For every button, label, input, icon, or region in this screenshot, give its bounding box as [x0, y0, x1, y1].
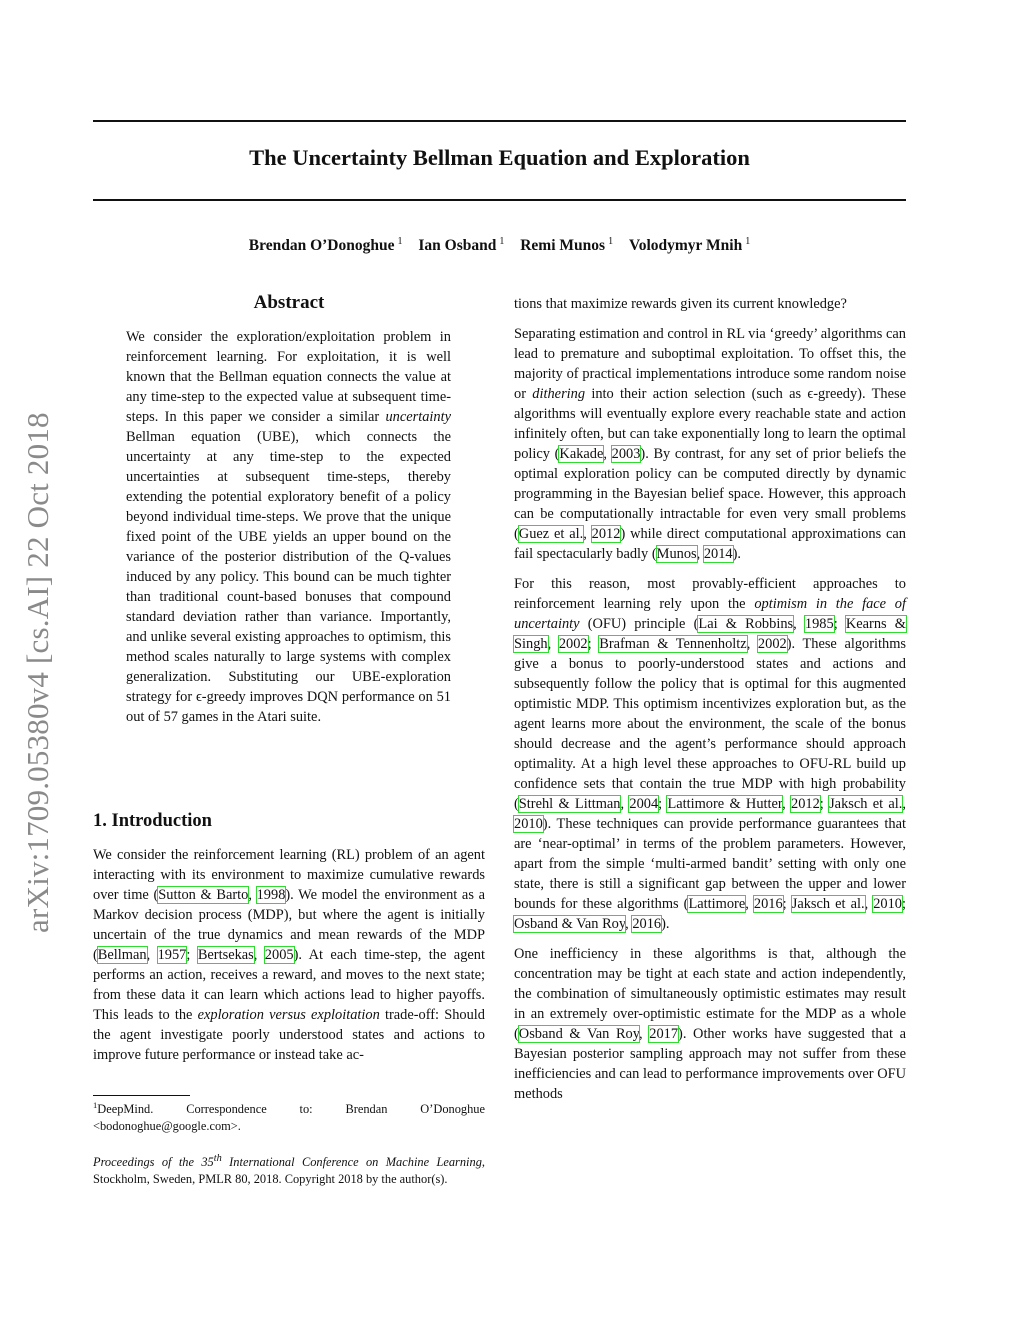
abstract-text: We consider the exploration/exploitation problem in reinforcement learning. For exploitation, it is well known that the Bellman equation connects the value at any time-step to the expected value at subsequent time-steps. In this paper we consider a similar uncertainty Bellman equation (UBE), which connects the uncertainty at any time-step to the expected uncertainties at subsequent time-steps, thereby extending the potential exploratory benefit of a policy beyond individual time-steps. We prove that the unique fixed point of the UBE yields an upper bound on the variance of the posterior distribution of the Q-values induced by any policy. This bound can be much tighter than traditional count-based bonuses that compound standard deviation rather than variance. Importantly, and unlike several existing approaches to optimism, this method scales naturally to large systems with complex generalization. Substituting our UBE-exploration strategy for ϵ-greedy improves DQN performance on 51 out of 57 games in the Atari suite.	[126, 329, 451, 725]
citation-link[interactable]: 2005	[264, 947, 294, 963]
citation-link[interactable]: 1998	[256, 887, 286, 903]
paragraph: Separating estimation and control in RL via ‘greedy’ algorithms can lead to premature and suboptimal exploitation. To offset this, the majority of practical implementations introduce some random noise or dithering into their action selection (such as ϵ-greedy). These algorithms will eventually explore every reachable state and action infinitely often, but can take exponentially long to learn the optimal policy (Kakade, 2003). By contrast, for any set of prior beliefs the optimal exploration policy can be computed directly by dynamic programming in the Bayesian belief space. However, this approach can be computationally intractable for even very small problems (Guez et al., 2012) while direct computational approximations can fail spectacularly badly (Munos, 2014).	[514, 326, 906, 562]
citation-link[interactable]: Sutton & Barto	[158, 887, 249, 903]
citation-link[interactable]: 2010	[514, 816, 543, 832]
citation-link[interactable]: 1957	[157, 947, 187, 963]
citation-link[interactable]: Lattimore	[688, 896, 746, 912]
citation-link[interactable]: Jaksch et al.	[791, 896, 865, 912]
paper-title: The Uncertainty Bellman Equation and Exploration	[249, 145, 750, 170]
affiliation-footnote: $^1$DeepMind. Correspondence to: Brendan O’Donoghue <bodonoghue@google.com>.	[93, 1100, 485, 1133]
section-heading-introduction: 1. Introduction	[93, 811, 212, 831]
citation-link[interactable]: Osband & Van Roy	[514, 916, 626, 932]
citation-link[interactable]: Osband & Van Roy	[518, 1026, 640, 1042]
proceedings-note: Proceedings of the 35th International Conference on Machine Learning, Stockholm, Sweden, PMLR 80, 2018. Copyright 2018 by the author(s).	[93, 1153, 485, 1187]
citation-link[interactable]: Strehl & Littman	[518, 796, 621, 812]
paragraph: tions that maximize rewards given its current knowledge?	[514, 296, 847, 312]
introduction-paragraph: We consider the reinforcement learning (RL) problem of an agent interacting with its environment to maximize cumulative rewards over time (Sutton & Barto, 1998). We model the environment as a Markov decision process (MDP), but where the agent is initially uncertain of the true dynamics and mean rewards of the MDP (Bellman, 1957; Bertsekas, 2005). At each time-step, the agent performs an action, receives a reward, and moves to the next state; from these data it can learn which actions lead to higher payoffs. This leads to the exploration versus exploitation trade-off: Should the agent investigate poorly understood states and actions to improve future performance or instead take ac-	[93, 847, 485, 1063]
citation-link[interactable]: Guez et al.	[518, 526, 584, 542]
citation-link[interactable]: Munos	[656, 546, 697, 562]
citation-link[interactable]: 2010	[873, 896, 902, 912]
author: Volodymyr Mnih $^1$	[628, 236, 751, 254]
citation-link[interactable]: 2012	[591, 526, 621, 542]
paragraph: For this reason, most provably-efficient approaches to reinforcement learning rely upon the optimism in the face of uncertainty (OFU) principle (Lai & Robbins, 1985; Kearns & Singh, 2002; Brafman & Tennenholtz, 2002). These algorithms give a bonus to poorly-understood states and actions and subsequently follow the policy that is optimal for this augmented optimistic MDP. This optimism incentivizes exploration but, as the agent learns more about the environment, the scale of the bonus should decrease and the agent’s performance should approach optimality. At a high level these approaches to OFU-RL build up confidence sets that contain the true MDP with high probability (Strehl & Littman, 2004; Lattimore & Hutter, 2012; Jaksch et al., 2010). These techniques can provide performance guarantees that are ‘near-optimal’ in terms of the problem parameters. However, apart from the simple ‘multi-armed bandit’ setting with only one state, there is still a significant gap between the upper and lower bounds for these algorithms (Lattimore, 2016; Jaksch et al., 2010; Osband & Van Roy, 2016).	[514, 576, 907, 932]
citation-link[interactable]: 2016	[632, 916, 662, 932]
citation-link[interactable]: 2003	[611, 446, 641, 462]
title-bottom-rule	[93, 199, 906, 201]
citation-link[interactable]: Bertsekas	[197, 947, 254, 963]
abstract-heading: Abstract	[253, 292, 325, 313]
citation-link[interactable]: Lattimore & Hutter	[667, 796, 783, 812]
citation-link[interactable]: Bellman	[97, 947, 147, 963]
citation-link[interactable]: 1985	[804, 616, 834, 632]
arxiv-identifier: arXiv:1709.05380v4 [cs.AI] 22 Oct 2018	[20, 412, 55, 933]
citation-link[interactable]: Lai & Robbins	[698, 616, 794, 632]
right-column	[514, 294, 906, 1114]
author: Brendan O’Donoghue $^1$	[248, 236, 403, 254]
title-top-rule	[93, 120, 906, 122]
footnote-rule	[93, 1095, 190, 1096]
citation-link[interactable]: 2012	[791, 796, 820, 812]
author: Remi Munos $^1$	[520, 236, 614, 254]
paragraph: One inefficiency in these algorithms is that, although the concentration may be tight at each state and action independently, the combination of simultaneously optimistic estimates may result in an extremely over-optimistic estimate for the MDP as a whole (Osband & Van Roy, 2017). Other works have suggested that a Bayesian posterior sampling approach may not suffer from these inefficiencies and can lead to performance improvements over OFU methods	[514, 946, 906, 1102]
citation-link[interactable]: 2004	[629, 796, 659, 812]
author-list	[93, 236, 906, 255]
citation-link[interactable]: 2014	[703, 546, 733, 562]
citation-link[interactable]: 2017	[649, 1026, 679, 1042]
citation-link[interactable]: Kearns & Singh	[514, 616, 907, 652]
citation-link[interactable]: 2002	[558, 636, 588, 652]
citation-link[interactable]: 2016	[753, 896, 783, 912]
citation-link[interactable]: 2002	[757, 636, 787, 652]
citation-link[interactable]: Kakade	[559, 446, 604, 462]
citation-link[interactable]: Jaksch et al.	[829, 796, 903, 812]
citation-link[interactable]: Brafman & Tennenholtz	[599, 636, 747, 652]
author: Ian Osband $^1$	[418, 236, 505, 254]
